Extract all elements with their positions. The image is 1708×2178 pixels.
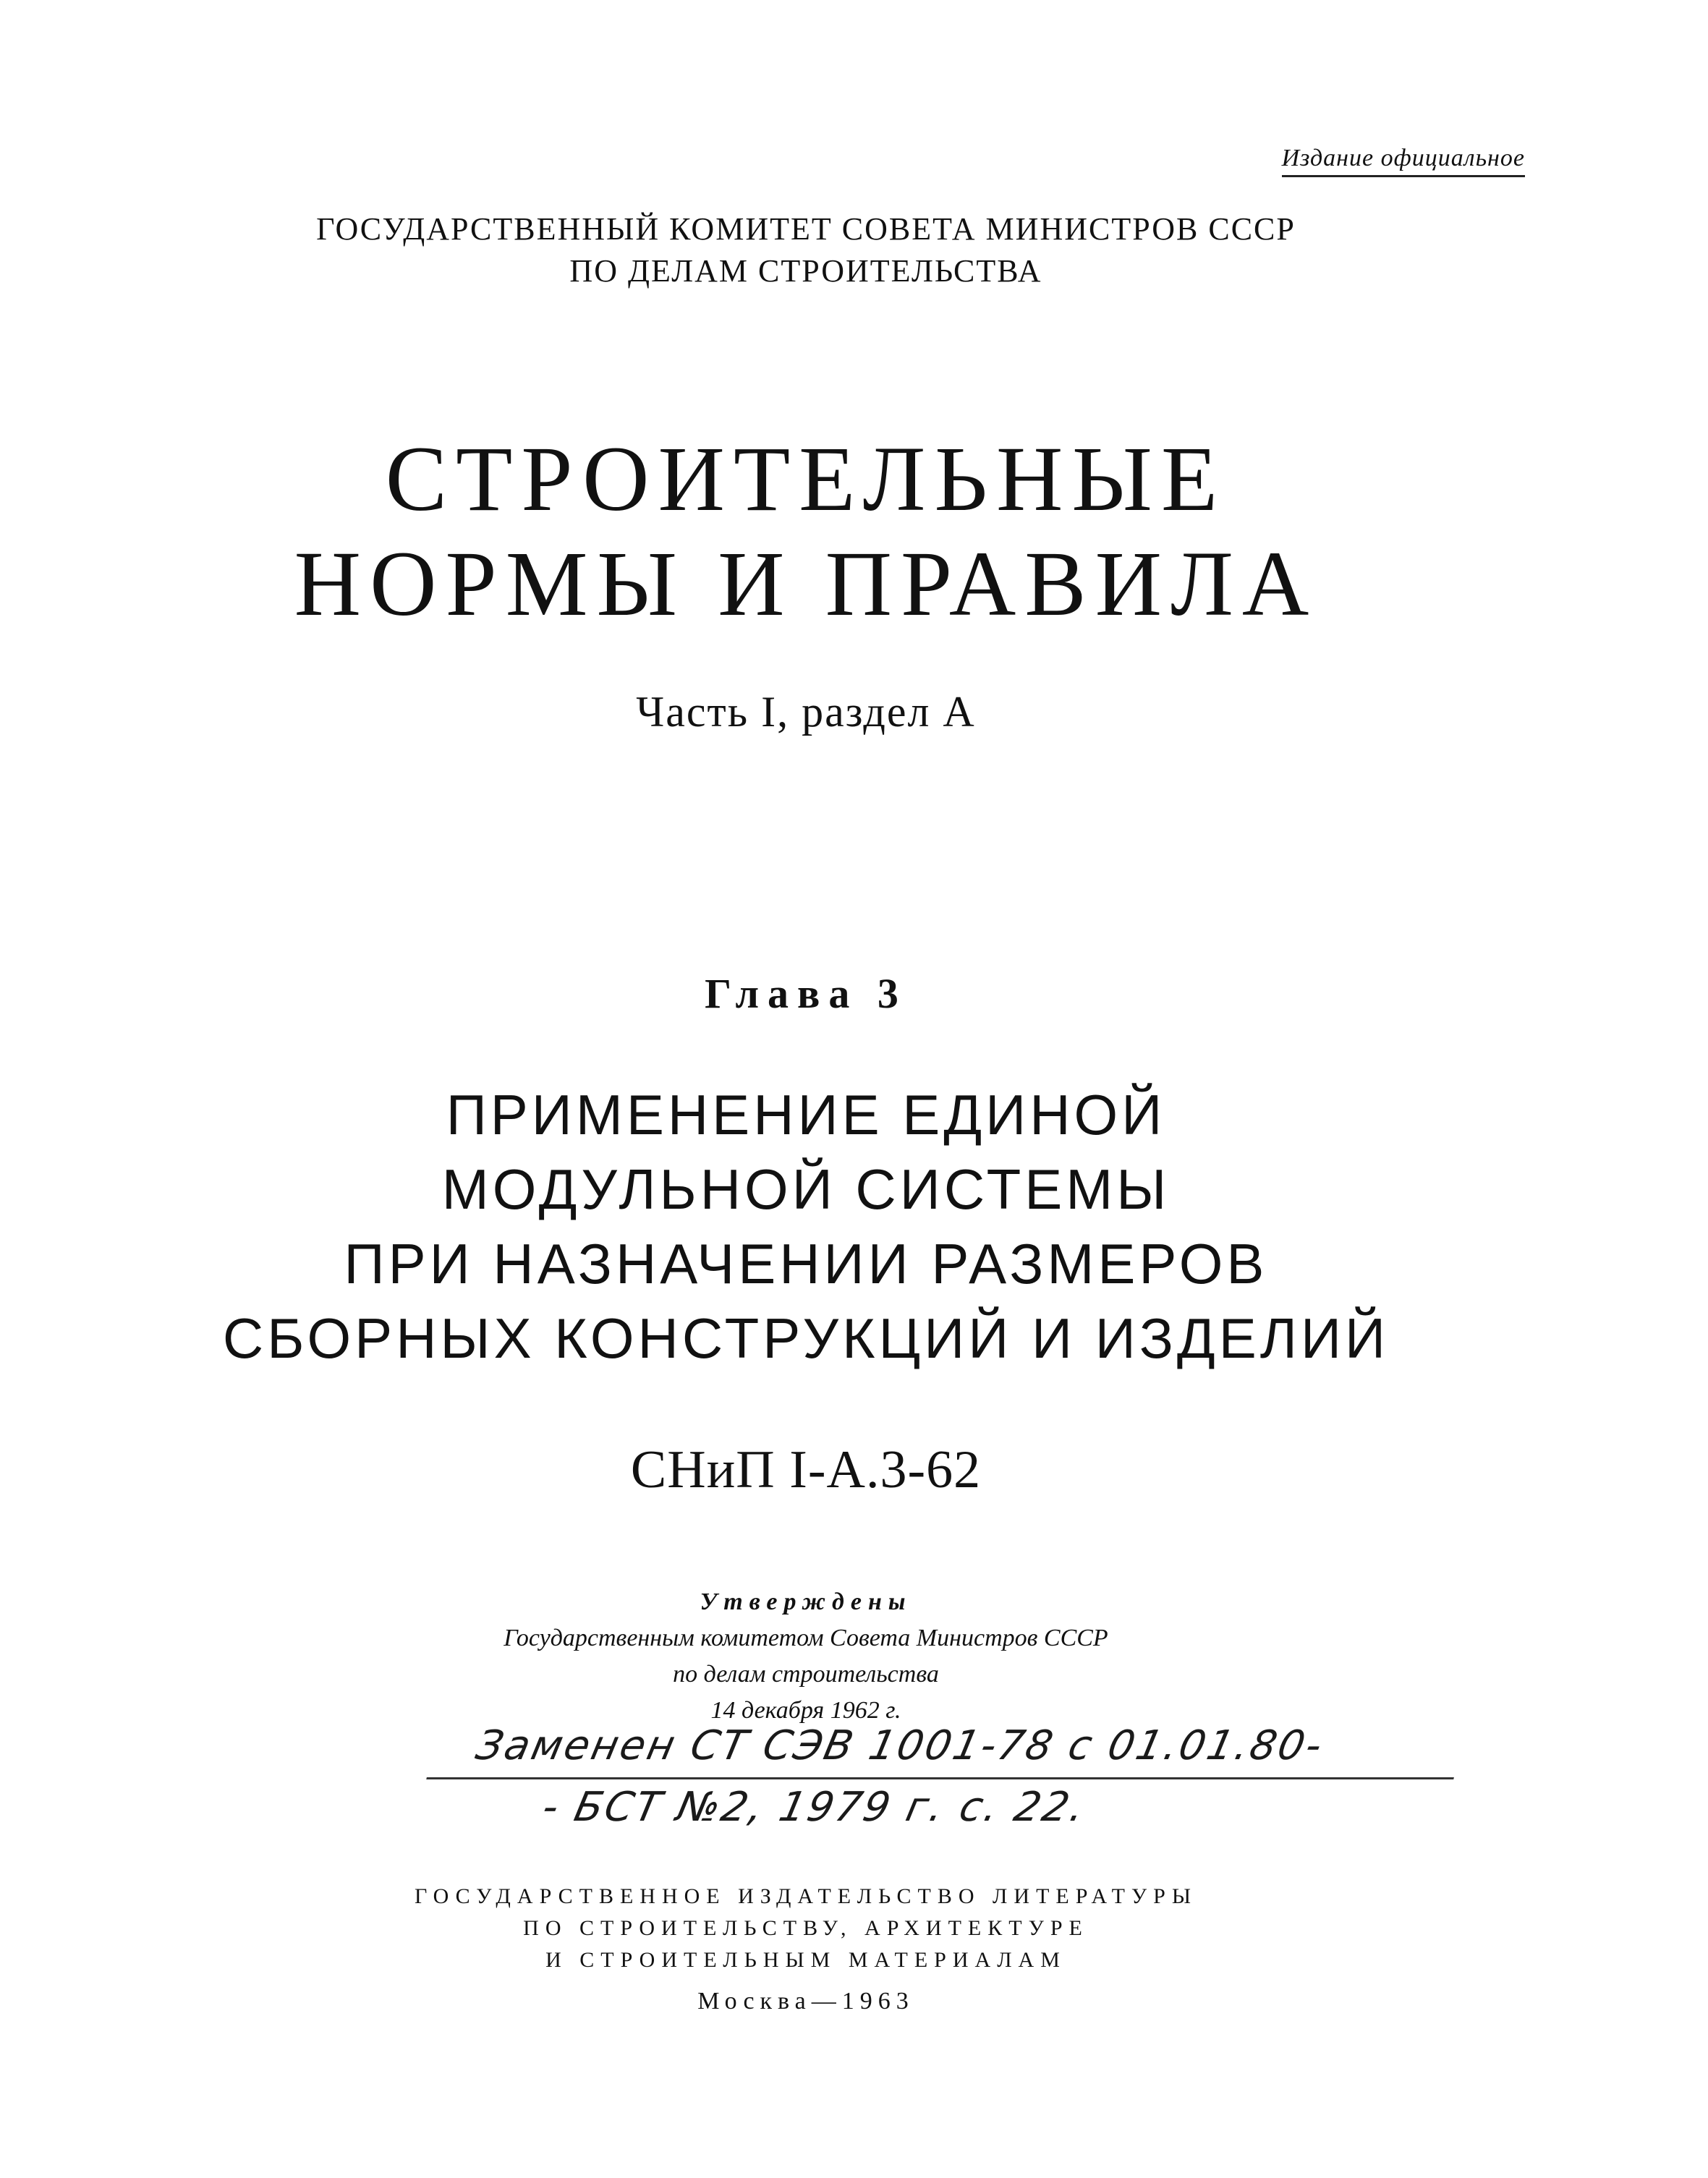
chapter-title-line: СБОРНЫХ КОНСТРУКЦИЙ И ИЗДЕЛИЙ	[222, 1306, 1390, 1370]
chapter-title	[0, 1078, 1612, 1376]
chapter-label: Глава 3	[705, 970, 907, 1017]
handwritten-line: Заменен СТ СЭВ 1001-78 с 01.01.80-	[426, 1718, 1466, 1779]
approval-line: по делам строительства	[673, 1661, 939, 1688]
publisher-block	[0, 1881, 1612, 1976]
chapter-title-line: ПРИ НАЗНАЧЕНИИ РАЗМЕРОВ	[344, 1232, 1268, 1296]
chapter-title-line: МОДУЛЬНОЙ СИСТЕМЫ	[441, 1157, 1170, 1221]
document-code: СНиП I-А.3-62	[630, 1440, 982, 1499]
approval-line: Государственным комитетом Совета Министров СССР	[504, 1625, 1108, 1651]
committee-header	[0, 208, 1612, 292]
approval-block	[0, 1584, 1612, 1729]
publisher-line: И СТРОИТЕЛЬНЫМ МАТЕРИАЛАМ	[545, 1948, 1066, 1972]
main-title-line: НОРМЫ И ПРАВИЛА	[294, 532, 1318, 635]
main-title-line: СТРОИТЕЛЬНЫЕ	[385, 427, 1227, 530]
approval-line: 14 декабря 1962 г.	[710, 1697, 901, 1724]
committee-line: ПО ДЕЛАМ СТРОИТЕЛЬСТВА	[569, 253, 1042, 289]
committee-line: ГОСУДАРСТВЕННЫЙ КОМИТЕТ СОВЕТА МИНИСТРОВ СССР	[316, 211, 1296, 247]
handwritten-line: - БСТ №2, 1979 г. с. 22.	[538, 1784, 1091, 1831]
approval-heading: Утверждены	[700, 1588, 912, 1615]
publisher-line: ГОСУДАРСТВЕННОЕ ИЗДАТЕЛЬСТВО ЛИТЕРАТУРЫ	[414, 1884, 1197, 1908]
publisher-line: ПО СТРОИТЕЛЬСТВУ, АРХИТЕКТУРЕ	[523, 1916, 1089, 1940]
handwritten-replacement-note	[415, 1718, 1467, 1836]
city-year: Москва—1963	[697, 1988, 914, 2015]
chapter-title-line: ПРИМЕНЕНИЕ ЕДИНОЙ	[446, 1083, 1166, 1147]
main-title	[0, 427, 1612, 637]
edition-label: Издание официальное	[1282, 145, 1525, 177]
part-section-label: Часть I, раздел А	[636, 688, 976, 736]
